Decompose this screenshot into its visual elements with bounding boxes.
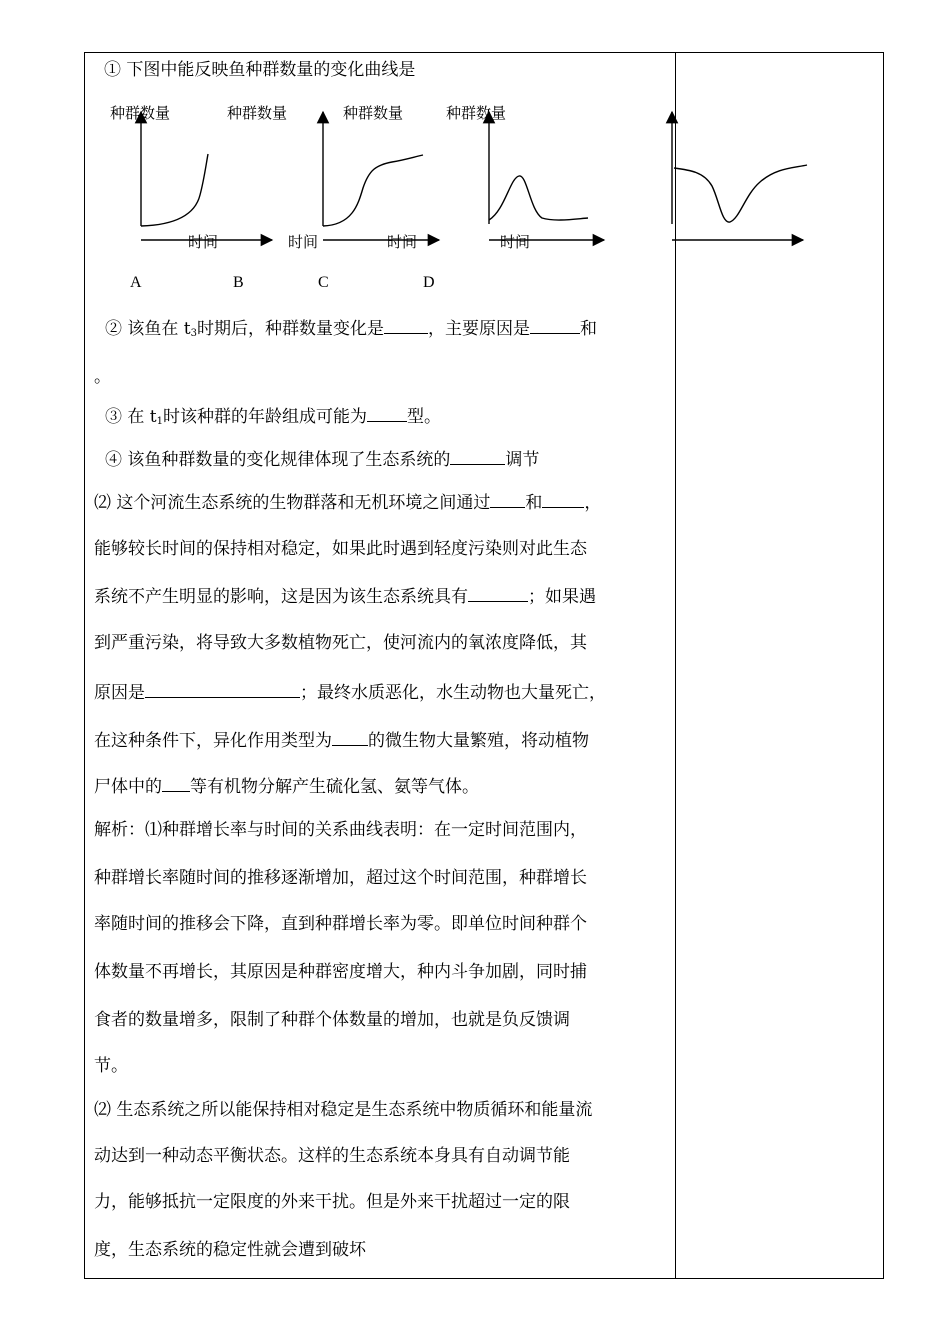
q4-blank[interactable] xyxy=(450,448,505,465)
p2-l7-text-a: 尸体中的 xyxy=(94,777,162,797)
p2-l5-text-a: 原因是 xyxy=(94,683,145,703)
p2-l1-text-c: ， xyxy=(584,493,602,513)
analysis-line-5: 食者的数量增多，限制了种群个体数量的增加，也就是负反馈调 xyxy=(94,1010,570,1030)
part-2-line-5 xyxy=(94,681,606,703)
part-2-line-2: 能够较长时间的保持相对稳定，如果此时遇到轻度污染则对此生态 xyxy=(94,539,587,559)
analysis-line-3: 率随时间的推移会下降，直到种群增长率为零。即单位时间种群个 xyxy=(94,914,587,934)
graph-b-x-label: 时间 xyxy=(288,233,319,251)
question-2-continuation: 。 xyxy=(94,367,111,387)
q4-text-2: 调节 xyxy=(505,450,540,470)
p2-l1-text-a: ⑵ 这个河流生态系统的生物群落和无机环境之间通过 xyxy=(94,493,491,513)
q3-text-1: ③ 在 t xyxy=(105,407,157,427)
p2-blank-5[interactable] xyxy=(332,729,368,746)
q2-blank-1[interactable] xyxy=(384,317,428,334)
p2-l7-text-b: 等有机物分解产生硫化氢、氨等气体。 xyxy=(190,777,479,797)
question-2 xyxy=(105,317,597,344)
q2-text-4: 和 xyxy=(580,319,598,339)
q3-text-2: 时该种群的年龄组成可能为 xyxy=(163,407,368,427)
question-3 xyxy=(105,405,441,432)
option-a-label: A xyxy=(130,274,142,291)
q3-text-3: 型。 xyxy=(407,407,442,427)
graph-c-curve xyxy=(489,176,588,220)
option-b-label: B xyxy=(233,274,244,291)
analysis-line-8: 动达到一种动态平衡状态。这样的生态系统本身具有自动调节能 xyxy=(94,1146,570,1166)
graph-d-y-label: 种群数量 xyxy=(446,104,507,122)
p2-blank-1[interactable] xyxy=(490,491,525,508)
analysis-line-1: 解析：⑴种群增长率与时间的关系曲线表明：在一定时间范围内， xyxy=(94,820,587,840)
option-c-label: C xyxy=(318,274,329,291)
graph-c-x-label: 时间 xyxy=(387,233,418,251)
p2-blank-3[interactable] xyxy=(468,585,528,602)
analysis-line-10: 度，生态系统的稳定性就会遭到破坏 xyxy=(94,1240,366,1260)
analysis-line-4: 体数量不再增长，其原因是种群密度增大，种内斗争加剧，同时捕 xyxy=(94,962,587,982)
question-4 xyxy=(105,448,539,470)
p2-l3-text-b: ；如果遇 xyxy=(528,587,596,607)
part-2-line-3 xyxy=(94,585,596,607)
q2-text-1: ② 该鱼在 t xyxy=(105,319,191,339)
analysis-line-7: ⑵ 生态系统之所以能保持相对稳定是生态系统中物质循环和能量流 xyxy=(94,1100,593,1120)
analysis-line-2: 种群增长率随时间的推移逐渐增加，超过这个时间范围，种群增长 xyxy=(94,868,587,888)
analysis-line-9: 力，能够抵抗一定限度的外来干扰。但是外来干扰超过一定的限 xyxy=(94,1192,570,1212)
q2-subscript: 3 xyxy=(190,328,198,339)
analysis-line-6: 节。 xyxy=(94,1056,128,1076)
graph-a-x-label: 时间 xyxy=(188,233,219,251)
p2-l6-text-b: 的微生物大量繁殖，将动植物 xyxy=(368,731,589,751)
p2-blank-2[interactable] xyxy=(542,491,584,508)
q2-blank-2[interactable] xyxy=(530,317,580,334)
graph-d-x-label: 时间 xyxy=(500,233,531,251)
graph-a-curve xyxy=(141,154,208,226)
p2-l5-text-b: ；最终水质恶化，水生动物也大量死亡， xyxy=(300,683,606,703)
p2-blank-4[interactable] xyxy=(145,681,300,698)
graph-b-curve xyxy=(323,155,423,226)
q3-blank[interactable] xyxy=(367,405,407,422)
part-2-line-1 xyxy=(94,491,601,513)
q4-text-1: ④ 该鱼种群数量的变化规律体现了生态系统的 xyxy=(105,450,451,470)
part-2-line-6 xyxy=(94,729,589,751)
q3-subscript: 1 xyxy=(156,416,164,427)
option-d-label: D xyxy=(423,274,435,291)
p2-l6-text-a: 在这种条件下，异化作用类型为 xyxy=(94,731,332,751)
part-2-line-4: 到严重污染，将导致大多数植物死亡，使河流内的氧浓度降低，其 xyxy=(94,633,587,653)
part-2-line-7 xyxy=(94,775,479,797)
p2-blank-6[interactable] xyxy=(162,775,190,792)
graph-b-y-label: 种群数量 xyxy=(227,104,288,122)
p2-l3-text-a: 系统不产生明显的影响，这是因为该生态系统具有 xyxy=(94,587,468,607)
population-graphs xyxy=(0,0,950,320)
graph-c-y-label: 种群数量 xyxy=(343,104,404,122)
graph-a-y-label: 种群数量 xyxy=(110,104,171,122)
p2-l1-text-b: 和 xyxy=(525,493,543,513)
graph-d-curve xyxy=(674,165,807,222)
q2-text-3: ，主要原因是 xyxy=(428,319,531,339)
question-1-prompt: ① 下图中能反映鱼种群数量的变化曲线是 xyxy=(104,60,416,80)
q2-text-2: 时期后，种群数量变化是 xyxy=(197,319,385,339)
